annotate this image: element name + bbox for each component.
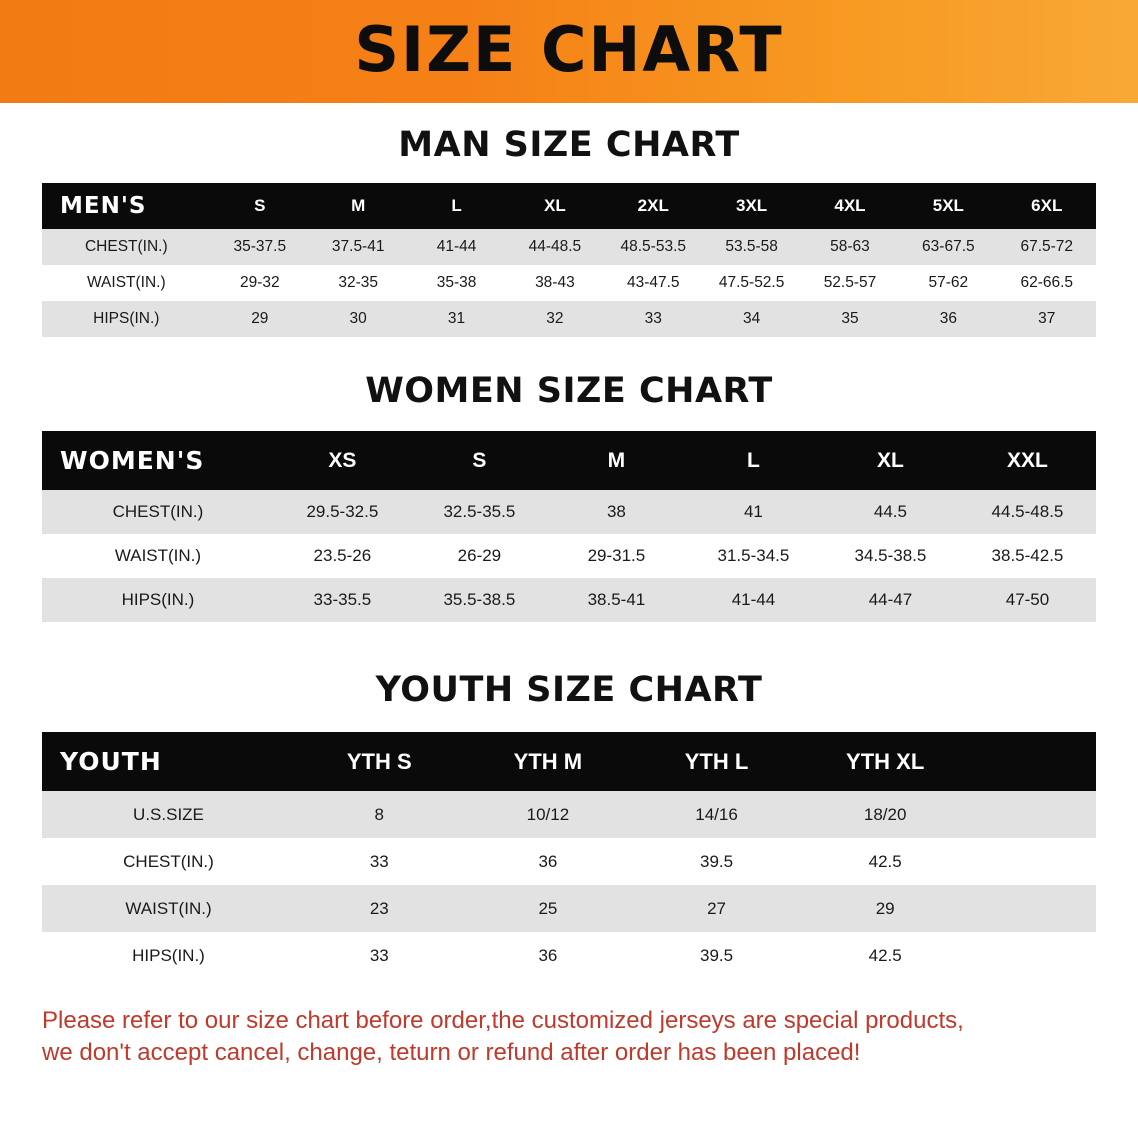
disclaimer-line-2: we don't accept cancel, change, teturn or refund after order has been placed!	[42, 1039, 861, 1067]
banner-title: SIZE CHART	[354, 12, 784, 86]
women-size-col-2: M	[548, 431, 685, 490]
youth-cell-2-0: 23	[295, 885, 464, 932]
man-size-col-1: M	[309, 183, 407, 229]
man-cell-1-8: 62-66.5	[998, 265, 1096, 301]
women-size-col-3: L	[685, 431, 822, 490]
youth-cell-2-1: 25	[464, 885, 633, 932]
youth-cell-0-2: 14/16	[632, 791, 801, 838]
women-cell-1-2: 29-31.5	[548, 534, 685, 578]
table-row	[42, 885, 1096, 932]
man-cell-2-4: 33	[604, 301, 702, 337]
women-cell-0-0: 29.5-32.5	[274, 490, 411, 534]
women-size-col-0: XS	[274, 431, 411, 490]
youth-cell-1-0: 33	[295, 838, 464, 885]
man-row-label-0: CHEST(IN.)	[42, 229, 211, 265]
youth-spacer-col	[969, 732, 1096, 791]
women-cell-0-4: 44.5	[822, 490, 959, 534]
man-cell-1-1: 32-35	[309, 265, 407, 301]
man-cell-1-2: 35-38	[407, 265, 505, 301]
man-size-col-6: 4XL	[801, 183, 899, 229]
youth-cell-1-1: 36	[464, 838, 633, 885]
women-cell-1-3: 31.5-34.5	[685, 534, 822, 578]
man-cell-2-1: 30	[309, 301, 407, 337]
man-size-table	[42, 183, 1096, 337]
man-cell-0-7: 63-67.5	[899, 229, 997, 265]
women-cell-2-1: 35.5-38.5	[411, 578, 548, 622]
youth-cell-3-1: 36	[464, 932, 633, 979]
man-cell-1-7: 57-62	[899, 265, 997, 301]
youth-row-label-0: U.S.SIZE	[42, 791, 295, 838]
table-row	[42, 534, 1096, 578]
man-table-head	[42, 183, 1096, 229]
women-size-col-4: XL	[822, 431, 959, 490]
man-cell-0-1: 37.5-41	[309, 229, 407, 265]
women-size-table	[42, 431, 1096, 622]
table-row	[42, 791, 1096, 838]
man-row-label-2: HIPS(IN.)	[42, 301, 211, 337]
youth-spacer-cell-0	[969, 791, 1096, 838]
women-cell-2-4: 44-47	[822, 578, 959, 622]
women-row-label-0: CHEST(IN.)	[42, 490, 274, 534]
women-corner-label: WOMEN'S	[42, 431, 274, 490]
man-size-col-3: XL	[506, 183, 604, 229]
man-table-wrap	[42, 183, 1096, 337]
youth-cell-0-0: 8	[295, 791, 464, 838]
youth-cell-0-1: 10/12	[464, 791, 633, 838]
youth-cell-0-3: 18/20	[801, 791, 970, 838]
man-cell-2-2: 31	[407, 301, 505, 337]
youth-cell-3-3: 42.5	[801, 932, 970, 979]
table-row	[42, 265, 1096, 301]
youth-row-label-1: CHEST(IN.)	[42, 838, 295, 885]
women-table-wrap	[42, 431, 1096, 622]
women-table-head	[42, 431, 1096, 490]
women-row-label-2: HIPS(IN.)	[42, 578, 274, 622]
man-cell-0-2: 41-44	[407, 229, 505, 265]
man-size-col-0: S	[211, 183, 309, 229]
women-cell-0-5: 44.5-48.5	[959, 490, 1096, 534]
banner	[0, 0, 1138, 103]
women-size-col-1: S	[411, 431, 548, 490]
man-cell-1-5: 47.5-52.5	[702, 265, 800, 301]
youth-size-col-1: YTH M	[464, 732, 633, 791]
table-header-row	[42, 183, 1096, 229]
man-cell-2-5: 34	[702, 301, 800, 337]
youth-cell-3-2: 39.5	[632, 932, 801, 979]
table-header-row	[42, 732, 1096, 791]
youth-size-col-0: YTH S	[295, 732, 464, 791]
youth-section-title: YOUTH SIZE CHART	[375, 670, 763, 710]
man-cell-1-0: 29-32	[211, 265, 309, 301]
disclaimer-line-1: Please refer to our size chart before order,the customized jerseys are special products,	[42, 1007, 964, 1034]
women-row-label-1: WAIST(IN.)	[42, 534, 274, 578]
man-section-title: MAN SIZE CHART	[398, 125, 740, 165]
women-section-title: WOMEN SIZE CHART	[365, 371, 773, 411]
man-size-col-8: 6XL	[998, 183, 1096, 229]
youth-cell-1-2: 39.5	[632, 838, 801, 885]
youth-size-table	[42, 732, 1096, 979]
man-size-col-2: L	[407, 183, 505, 229]
table-row	[42, 301, 1096, 337]
women-size-col-5: XXL	[959, 431, 1096, 490]
women-cell-0-1: 32.5-35.5	[411, 490, 548, 534]
man-cell-2-6: 35	[801, 301, 899, 337]
man-cell-0-8: 67.5-72	[998, 229, 1096, 265]
man-size-col-7: 5XL	[899, 183, 997, 229]
man-cell-1-6: 52.5-57	[801, 265, 899, 301]
youth-spacer-cell-1	[969, 838, 1096, 885]
women-cell-1-4: 34.5-38.5	[822, 534, 959, 578]
man-cell-2-7: 36	[899, 301, 997, 337]
table-row	[42, 578, 1096, 622]
women-cell-2-0: 33-35.5	[274, 578, 411, 622]
women-cell-0-2: 38	[548, 490, 685, 534]
man-cell-1-4: 43-47.5	[604, 265, 702, 301]
youth-corner-label: YOUTH	[42, 732, 295, 791]
women-cell-2-5: 47-50	[959, 578, 1096, 622]
disclaimer-note	[42, 1005, 1108, 1070]
women-cell-0-3: 41	[685, 490, 822, 534]
youth-cell-2-2: 27	[632, 885, 801, 932]
man-size-col-4: 2XL	[604, 183, 702, 229]
youth-size-col-3: YTH XL	[801, 732, 970, 791]
youth-table-head	[42, 732, 1096, 791]
man-table-body	[42, 229, 1096, 337]
women-cell-1-5: 38.5-42.5	[959, 534, 1096, 578]
table-row	[42, 229, 1096, 265]
youth-cell-2-3: 29	[801, 885, 970, 932]
youth-row-label-3: HIPS(IN.)	[42, 932, 295, 979]
man-cell-0-5: 53.5-58	[702, 229, 800, 265]
table-row	[42, 490, 1096, 534]
man-cell-2-3: 32	[506, 301, 604, 337]
table-header-row	[42, 431, 1096, 490]
table-row	[42, 838, 1096, 885]
youth-cell-3-0: 33	[295, 932, 464, 979]
youth-table-wrap	[42, 732, 1096, 979]
women-cell-2-3: 41-44	[685, 578, 822, 622]
youth-table-body	[42, 791, 1096, 979]
youth-row-label-2: WAIST(IN.)	[42, 885, 295, 932]
youth-size-col-2: YTH L	[632, 732, 801, 791]
man-size-col-5: 3XL	[702, 183, 800, 229]
man-corner-label: MEN'S	[42, 183, 211, 229]
man-cell-0-6: 58-63	[801, 229, 899, 265]
man-cell-2-8: 37	[998, 301, 1096, 337]
man-cell-0-0: 35-37.5	[211, 229, 309, 265]
youth-spacer-cell-3	[969, 932, 1096, 979]
man-cell-2-0: 29	[211, 301, 309, 337]
women-cell-1-0: 23.5-26	[274, 534, 411, 578]
man-cell-0-3: 44-48.5	[506, 229, 604, 265]
youth-cell-1-3: 42.5	[801, 838, 970, 885]
table-row	[42, 932, 1096, 979]
man-cell-0-4: 48.5-53.5	[604, 229, 702, 265]
women-table-body	[42, 490, 1096, 622]
women-cell-1-1: 26-29	[411, 534, 548, 578]
youth-spacer-cell-2	[969, 885, 1096, 932]
women-cell-2-2: 38.5-41	[548, 578, 685, 622]
man-cell-1-3: 38-43	[506, 265, 604, 301]
man-row-label-1: WAIST(IN.)	[42, 265, 211, 301]
